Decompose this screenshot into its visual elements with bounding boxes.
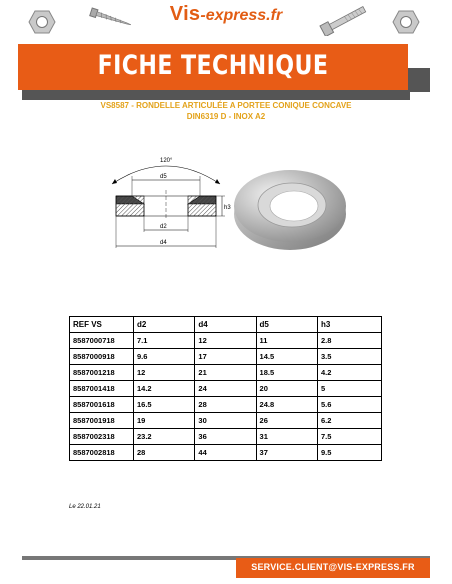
table-cell: 2.8 — [317, 333, 381, 349]
table-cell: 28 — [134, 445, 195, 461]
table-cell: 17 — [195, 349, 256, 365]
table-cell: 6.2 — [317, 413, 381, 429]
table-cell: 4.2 — [317, 365, 381, 381]
table-cell: 5 — [317, 381, 381, 397]
d4-label: d4 — [160, 240, 167, 246]
column-header: REF VS — [70, 317, 134, 333]
product-standard: DIN6319 D - INOX A2 — [186, 112, 266, 121]
table-cell: 7.1 — [134, 333, 195, 349]
table-cell: 30 — [195, 413, 256, 429]
table-row — [70, 365, 382, 381]
spec-table — [69, 316, 382, 461]
table-row — [70, 397, 382, 413]
table-cell: 24 — [195, 381, 256, 397]
table-header-row — [70, 317, 382, 333]
table-cell: 8587002318 — [70, 429, 134, 445]
table-row — [70, 381, 382, 397]
table-cell: 16.5 — [134, 397, 195, 413]
table-cell: 20 — [256, 381, 317, 397]
table-cell: 21 — [195, 365, 256, 381]
hex-nut-icon — [392, 10, 420, 34]
h3-label: h3 — [224, 205, 231, 211]
column-header: d2 — [134, 317, 195, 333]
service-email-link[interactable]: SERVICE.CLIENT@VIS-EXPRESS.FR — [251, 562, 415, 572]
washer-photo — [232, 162, 350, 252]
d2-label: d2 — [160, 224, 167, 230]
table-cell: 8587000918 — [70, 349, 134, 365]
table-cell: 36 — [195, 429, 256, 445]
table-row — [70, 349, 382, 365]
hex-bolt-icon — [316, 4, 372, 36]
table-cell: 26 — [256, 413, 317, 429]
table-cell: 8587001418 — [70, 381, 134, 397]
table-cell: 8587001918 — [70, 413, 134, 429]
product-title: VS8587 - RONDELLE ARTICULÉE A PORTEE CONIQUE CONCAVE — [100, 101, 352, 110]
logo-domain: -express.fr — [200, 7, 283, 24]
table-cell: 19 — [134, 413, 195, 429]
table-cell: 18.5 — [256, 365, 317, 381]
table-cell: 14.2 — [134, 381, 195, 397]
technical-drawing — [98, 150, 234, 258]
banner-gray-block — [408, 68, 430, 92]
table-cell: 31 — [256, 429, 317, 445]
angle-label: 120° — [160, 158, 173, 164]
table-row — [70, 413, 382, 429]
table-cell: 3.5 — [317, 349, 381, 365]
table-cell: 8587001618 — [70, 397, 134, 413]
table-cell: 11 — [256, 333, 317, 349]
logo-brand: Vis — [169, 3, 201, 25]
table-cell: 23.2 — [134, 429, 195, 445]
column-header: d4 — [195, 317, 256, 333]
table-cell: 12 — [134, 365, 195, 381]
table-cell: 9.5 — [317, 445, 381, 461]
table-row — [70, 333, 382, 349]
table-cell: 44 — [195, 445, 256, 461]
wood-screw-icon — [86, 6, 134, 30]
table-cell: 8587000718 — [70, 333, 134, 349]
d5-label: d5 — [160, 174, 167, 180]
vis-express-logo[interactable] — [150, 3, 302, 26]
table-cell: 9.6 — [134, 349, 195, 365]
table-row — [70, 445, 382, 461]
column-header: h3 — [317, 317, 381, 333]
table-cell: 8587002818 — [70, 445, 134, 461]
table-cell: 28 — [195, 397, 256, 413]
column-header: d5 — [256, 317, 317, 333]
document-date: Le 22.01.21 — [69, 504, 101, 510]
table-cell: 8587001218 — [70, 365, 134, 381]
table-cell: 24.8 — [256, 397, 317, 413]
table-row — [70, 429, 382, 445]
table-cell: 7.5 — [317, 429, 381, 445]
table-cell: 12 — [195, 333, 256, 349]
page-title: FICHE TECHNIQUE — [97, 50, 329, 81]
hex-nut-icon — [28, 10, 56, 34]
table-cell: 5.6 — [317, 397, 381, 413]
table-cell: 37 — [256, 445, 317, 461]
table-cell: 14.5 — [256, 349, 317, 365]
